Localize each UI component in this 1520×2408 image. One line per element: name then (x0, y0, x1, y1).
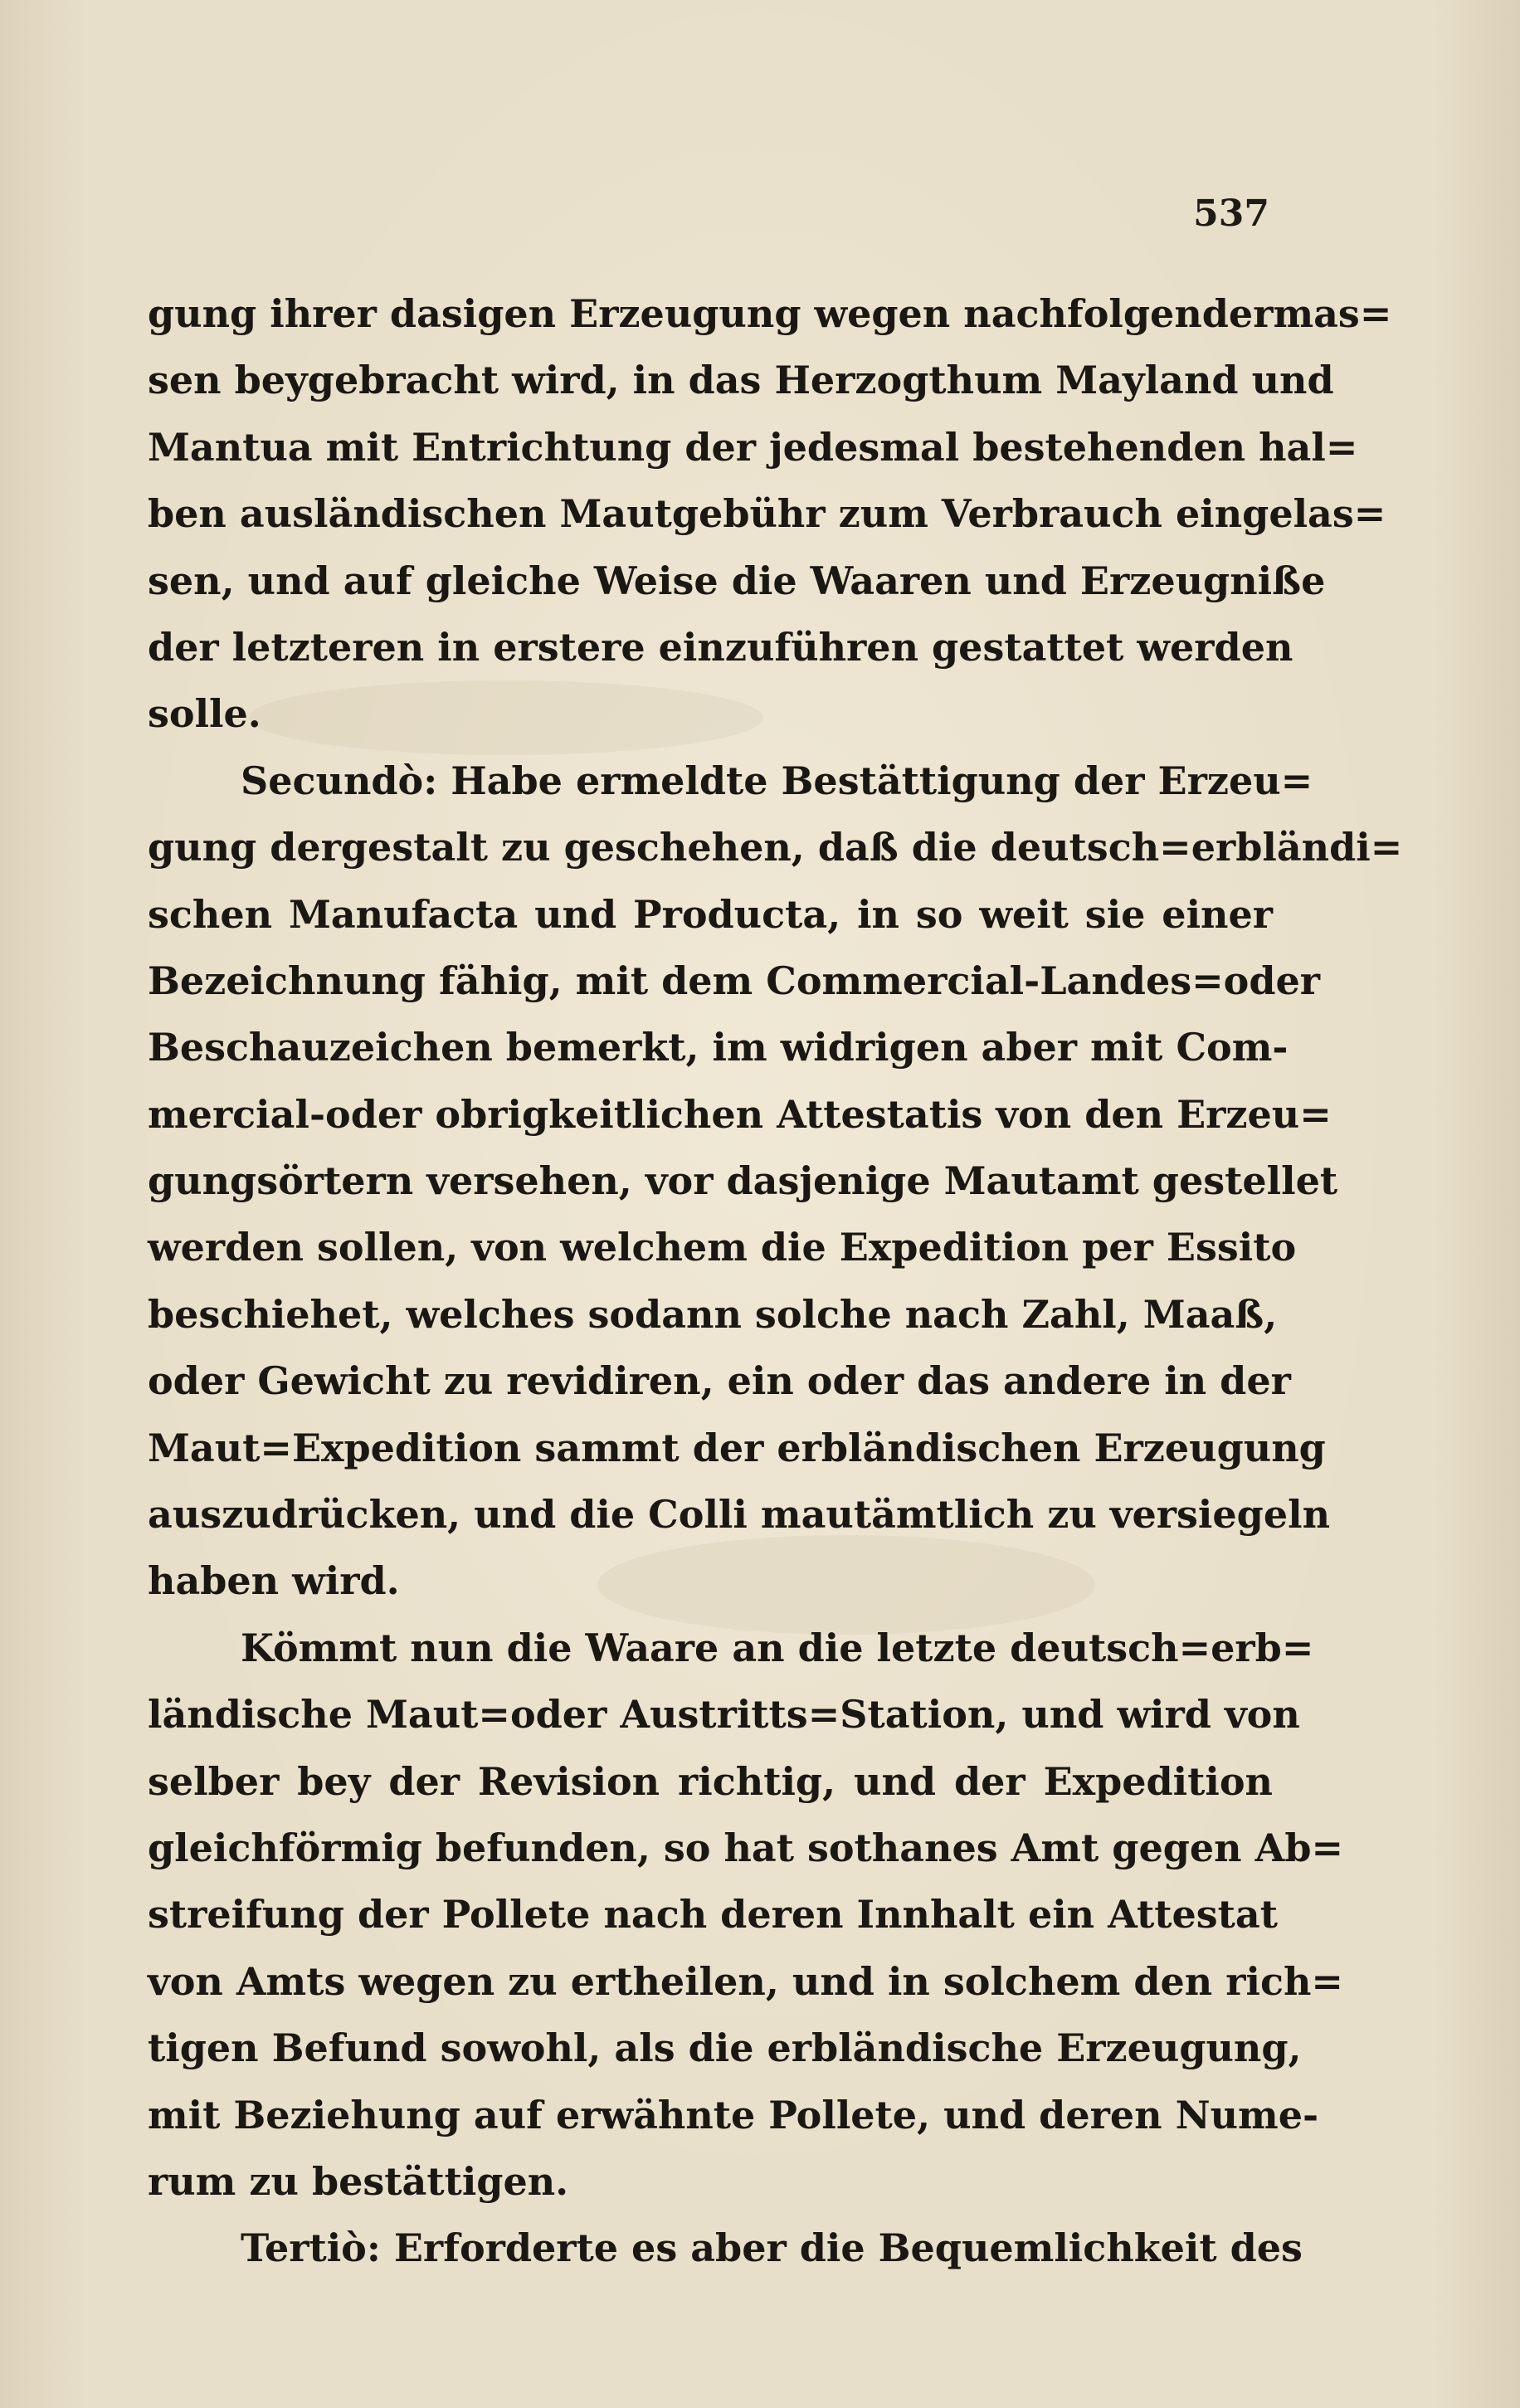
text-line: Beschauzeichen bemerkt, im widrigen aber mit Com- (148, 1025, 1289, 1070)
text-line: sen, und auf gleiche Weise die Waaren und Erzeugniße (148, 558, 1326, 603)
text-line: ben ausländischen Mautgebühr zum Verbrauch eingelas= (148, 491, 1386, 537)
text-line: gungsörtern versehen, vor dasjenige Mautamt gestellet (148, 1158, 1338, 1204)
text-line: von Amts wegen zu ertheilen, und in solchem den rich= (148, 1958, 1343, 2004)
body-text (148, 280, 1403, 2282)
text-line: ländische Maut=oder Austritts=Station, und wird von (148, 1692, 1300, 1738)
paragraph (148, 2215, 1303, 2281)
text-line: sen beygebracht wird, in das Herzogthum Mayland und (148, 358, 1334, 403)
text-line: Mantua mit Entrichtung der jedesmal bestehenden hal= (148, 424, 1358, 470)
text-line: gung ihrer dasigen Erzeugung wegen nachfolgendermas= (148, 291, 1392, 336)
text-line: haben wird. (148, 1558, 400, 1604)
text-line: rum zu bestättigen. (148, 2158, 569, 2204)
text-line: beschiehet, welches sodann solche nach Zahl, Maaß, (148, 1291, 1278, 1337)
text-line: streifung der Pollete nach deren Innhalt ein Attestat (148, 1892, 1278, 1938)
text-line: mit Beziehung auf erwähnte Pollete, und deren Nume- (148, 2092, 1319, 2137)
text-line: Tertiò: Erforderte es aber die Bequemlichkeit des (241, 2225, 1303, 2271)
text-line: oder Gewicht zu revidiren, ein oder das andere in der (148, 1358, 1291, 1404)
page-number: 537 (1193, 193, 1269, 235)
text-line: werden sollen, von welchem die Expedition per Essito (148, 1225, 1297, 1270)
text-line: Secundò: Habe ermeldte Bestättigung der Erzeu= (241, 758, 1313, 803)
text-line: Kömmt nun die Waare an die letzte deutsch=erb= (241, 1625, 1314, 1670)
text-line: gleichförmig befunden, so hat sothanes Amt gegen Ab= (148, 1825, 1344, 1870)
text-line: solle. (148, 691, 261, 737)
text-line: gung dergestalt zu geschehen, daß die deutsch=erbländi= (148, 825, 1403, 870)
text-line: schen Manufacta und Producta, in so weit sie einer (148, 891, 1273, 937)
text-line: Maut=Expedition sammt der erbländischen Erzeugung (148, 1425, 1326, 1470)
text-line: der letzteren in erstere einzuführen gestattet werden (148, 624, 1293, 670)
text-line: Bezeichnung fähig, mit dem Commercial-Landes=oder (148, 958, 1321, 1003)
paragraph (148, 280, 1392, 748)
text-line: tigen Befund sowohl, als die erbländische Erzeugung, (148, 2025, 1302, 2071)
text-line: mercial-oder obrigkeitlichen Attestatis von den Erzeu= (148, 1091, 1332, 1137)
text-line: auszudrücken, und die Colli mautämtlich zu versiegeln (148, 1492, 1331, 1538)
paragraph (148, 748, 1403, 1615)
text-line: selber bey der Revision richtig, und der Expedition (148, 1758, 1273, 1804)
paragraph (148, 1615, 1344, 2215)
